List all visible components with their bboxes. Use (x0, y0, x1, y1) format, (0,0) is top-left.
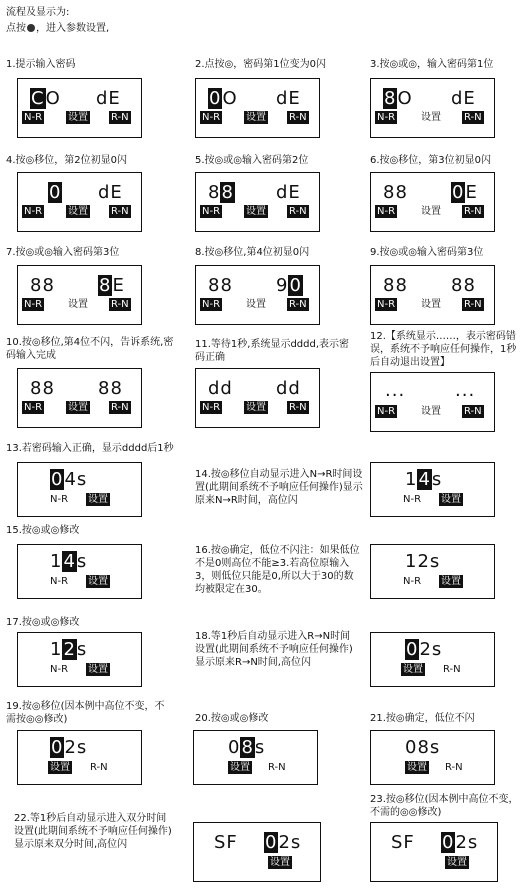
nr-label: N-R (24, 402, 43, 413)
step-16-display (370, 544, 495, 599)
nr-label: N-R (403, 494, 422, 505)
step-6-left: 88 (383, 182, 408, 203)
step-1-left: CO (31, 88, 61, 109)
nr-label: N-R (50, 664, 69, 675)
setting-label: 设置 (246, 402, 266, 413)
setting-label: 设置 (230, 762, 250, 773)
step-12-right: ... (455, 380, 476, 401)
step-17-value: 12s (50, 639, 88, 660)
step-18-display (370, 632, 495, 687)
step-9-display (370, 265, 495, 325)
setting-label: 设置 (88, 664, 108, 675)
rn-label: R-N (268, 762, 286, 773)
nr-label: N-R (403, 576, 422, 587)
rn-label: R-N (464, 112, 482, 123)
step-5-display (195, 172, 320, 232)
step-10-right: 88 (98, 378, 123, 399)
step-20-display (193, 730, 318, 785)
step-17-display (17, 632, 142, 687)
nr-label: N-R (24, 299, 43, 310)
step-2-left: 0O (209, 88, 238, 109)
rn-label: R-N (464, 406, 482, 417)
nr-label: N-R (50, 494, 69, 505)
step-5-right: dE (276, 182, 301, 203)
step-1-caption: 1.提示输入密码 (6, 59, 76, 70)
step-3-right: dE (451, 88, 476, 109)
step-9-caption: 9.按◎或◎输入密码第3位 (370, 247, 484, 258)
step-4-left: 0 (49, 182, 62, 203)
setting-key-icon (27, 24, 35, 32)
rn-label: R-N (289, 112, 307, 123)
step-13-value: 04s (51, 469, 88, 490)
nr-label: N-R (377, 206, 396, 217)
intro-line-2-suffix: ，进入参数设置, (36, 23, 110, 34)
nr-label: N-R (202, 299, 221, 310)
step-8-right: 90 (276, 275, 302, 296)
step-13-display (17, 462, 142, 517)
nr-label: N-R (24, 112, 43, 123)
setting-label: 设置 (68, 402, 88, 413)
setting-label: 设置 (246, 112, 266, 123)
setting-label: 设置 (246, 299, 266, 310)
intro-line-1: 流程及显示为: (6, 7, 70, 18)
step-21-caption: 21.按◎确定，低位不闪 (370, 713, 475, 724)
rn-label: R-N (445, 762, 463, 773)
step-20-caption: 20.按◎或◎修改 (195, 713, 269, 724)
step-5-caption: 5.按◎或◎输入密码第2位 (195, 155, 309, 166)
rn-label: R-N (111, 402, 129, 413)
step-9-left: 88 (383, 275, 408, 296)
step-10-left: 88 (30, 378, 55, 399)
step-15-value: 14s (50, 551, 88, 572)
rn-label: R-N (90, 762, 108, 773)
nr-label: N-R (202, 112, 221, 123)
nr-label: N-R (50, 576, 69, 587)
step-3-display (370, 78, 495, 138)
setting-label: 设置 (88, 576, 108, 587)
step-22-sf: SF (214, 832, 238, 853)
step-21-display (370, 730, 495, 785)
step-12-left: ... (385, 380, 406, 401)
rn-label: R-N (111, 299, 129, 310)
step-11-display (195, 368, 320, 428)
setting-label: 设置 (68, 206, 88, 217)
nr-label: N-R (202, 402, 221, 413)
setting-label: 设置 (421, 206, 441, 217)
setting-label: 设置 (421, 112, 441, 123)
setting-label: 设置 (421, 299, 441, 310)
step-23-display (370, 822, 498, 882)
step-16-caption: 16.按◎确定，低位不闪注：如果低位不是0则高位不能≥3.若高位原输入3，则低位只能是0,所以大于30的数均被限定在30。 (195, 545, 360, 595)
step-7-display (17, 265, 142, 325)
setting-label: 设置 (441, 576, 461, 587)
setting-label: 设置 (68, 112, 88, 123)
step-9-right: 88 (451, 275, 476, 296)
step-22-caption: 22.等1秒后自动显示进入双分时间设置(此期间系统不予响应任何操作)显示原来双分时间,高位闪 (14, 813, 172, 850)
step-4-right: dE (98, 182, 123, 203)
step-19-caption: 19.按◎移位(因本例中高位不变，不需按◎◎修改) (6, 701, 165, 725)
setting-label: 设置 (246, 206, 266, 217)
step-16-value: 12s (405, 551, 441, 572)
setting-label: 设置 (403, 664, 423, 675)
step-4-caption: 4.按◎移位，第2位初显0闪 (6, 155, 127, 166)
step-22-display (193, 822, 321, 882)
step-19-display (17, 730, 142, 785)
step-18-value: 02s (406, 639, 443, 660)
intro-line-2 (6, 22, 109, 35)
step-1-right: dE (96, 88, 121, 109)
step-20-value: 08s (228, 737, 266, 758)
step-7-right: 8E (99, 275, 125, 296)
step-12-display (370, 372, 495, 432)
setting-label: 设置 (447, 857, 467, 868)
rn-label: R-N (464, 206, 482, 217)
rn-label: R-N (289, 206, 307, 217)
nr-label: N-R (377, 112, 396, 123)
step-22-value: 02s (265, 832, 302, 853)
step-6-caption: 6.按◎移位，第3位初显0闪 (370, 155, 491, 166)
step-10-caption: 10.按◎移位,第4位不闪，告诉系统,密码输入完成 (6, 337, 174, 361)
step-7-caption: 7.按◎或◎输入密码第3位 (6, 247, 120, 258)
step-18-caption: 18.等1秒后自动显示进入R→N时间设置(此期间系统不予响应任何操作)显示原来R→N时间,高位闪 (195, 631, 353, 668)
step-6-display (370, 172, 495, 232)
step-8-display (195, 265, 320, 325)
setting-label: 设置 (270, 857, 290, 868)
step-3-caption: 3.按◎或◎，输入密码第1位 (370, 59, 494, 70)
step-15-caption: 15.按◎或◎修改 (6, 525, 80, 536)
rn-label: R-N (111, 112, 129, 123)
step-14-display (370, 462, 495, 517)
rn-label: R-N (289, 299, 307, 310)
step-10-display (17, 368, 142, 428)
setting-label: 设置 (407, 762, 427, 773)
setting-label: 设置 (50, 762, 70, 773)
step-19-value: 02s (51, 737, 88, 758)
step-11-caption: 11.等待1秒,系统显示dddd,表示密码正确 (195, 339, 350, 363)
step-12-caption: 12.【系统显示……，表示密码错误，系统不予响应任何操作，1秒后自动退出设置】 (370, 331, 517, 368)
intro-line-2-prefix: 点按 (6, 23, 26, 34)
rn-label: R-N (289, 402, 307, 413)
step-11-left: dd (208, 378, 233, 399)
step-6-right: 0E (452, 182, 478, 203)
setting-label: 设置 (88, 494, 108, 505)
step-5-left: 88 (208, 182, 234, 203)
step-23-sf: SF (391, 832, 415, 853)
step-13-caption: 13.若密码输入正确，显示dddd后1秒 (6, 443, 174, 454)
nr-label: N-R (377, 406, 396, 417)
rn-label: R-N (464, 299, 482, 310)
setting-label: 设置 (441, 494, 461, 505)
step-15-display (17, 544, 142, 599)
step-11-right: dd (276, 378, 301, 399)
step-2-caption: 2.点按◎，密码第1位变为0闪 (195, 59, 326, 70)
step-17-caption: 17.按◎或◎修改 (6, 617, 80, 628)
step-3-left: 8O (384, 88, 413, 109)
setting-label: 设置 (68, 299, 88, 310)
step-8-caption: 8.按◎移位,第4位初显0闪 (195, 247, 310, 258)
step-21-value: 08s (405, 737, 441, 758)
step-23-value: 02s (442, 832, 479, 853)
step-7-left: 88 (30, 275, 55, 296)
rn-label: R-N (111, 206, 129, 217)
step-2-display (195, 78, 320, 138)
step-14-caption: 14.按◎移位自动显示进入N→R时间设置(此期间系统不予响应任何操作)显示原来N→R时间，高位闪 (195, 469, 363, 506)
step-4-display (17, 172, 142, 232)
nr-label: N-R (24, 206, 43, 217)
rn-label: R-N (443, 664, 461, 675)
step-1-display (17, 78, 142, 138)
step-23-caption: 23.按◎移位(因本例中高位不变，不需的◎◎修改) (370, 794, 519, 818)
step-2-right: dE (276, 88, 301, 109)
setting-label: 设置 (421, 406, 441, 417)
step-8-left: 88 (208, 275, 233, 296)
nr-label: N-R (377, 299, 396, 310)
nr-label: N-R (202, 206, 221, 217)
step-14-value: 14s (405, 469, 443, 490)
